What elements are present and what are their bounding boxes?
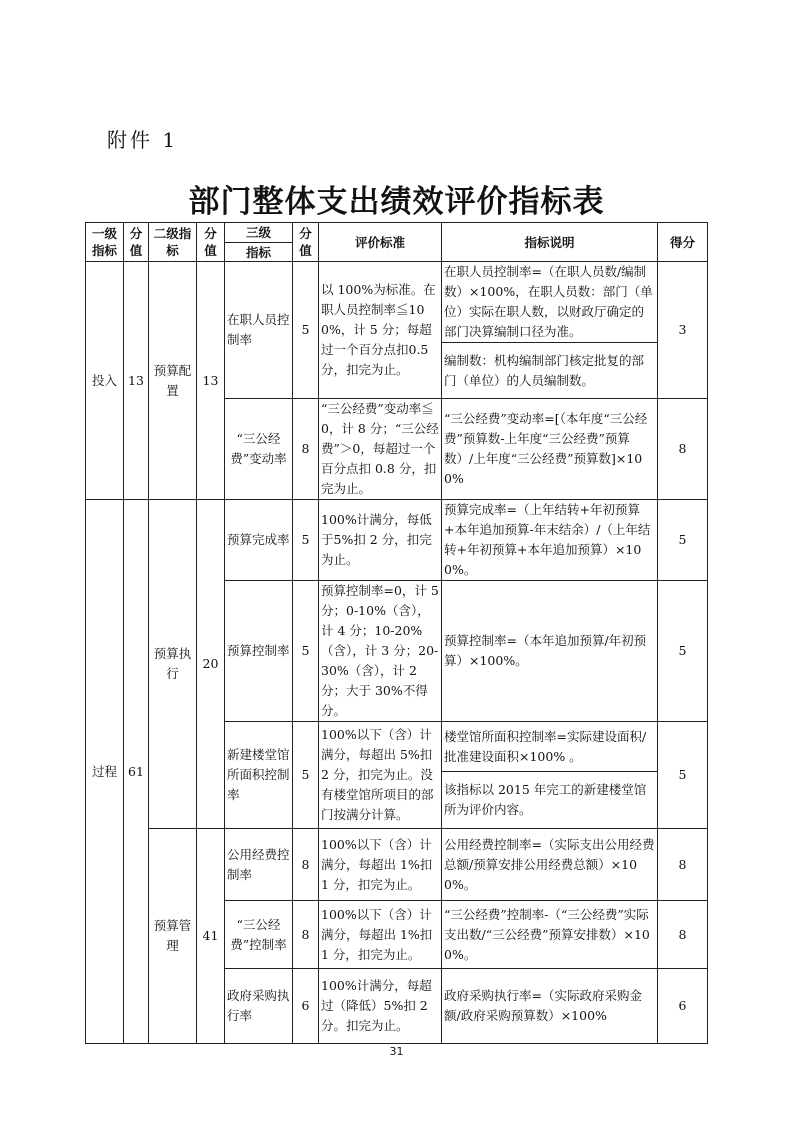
- indicator-staff-control: 在职人员控制率: [225, 262, 293, 399]
- points-three-public-change: 8: [658, 399, 708, 500]
- attachment-label: 附件 1: [107, 128, 179, 152]
- header-level2: 二级指标: [149, 223, 197, 262]
- description-budget-completion: 预算完成率=（上年结转+年初预算+本年追加预算-年末结余）/（上年结转+年初预算+本年追加预算）×100%。: [442, 500, 658, 581]
- subgroup-allocation-score: 13: [197, 262, 225, 500]
- header-score1: 分值: [124, 223, 149, 262]
- header-criteria: 评价标准: [319, 223, 442, 262]
- header-level3-top: 三级: [225, 223, 293, 243]
- score-building-area: 5: [293, 722, 319, 829]
- score-staff-control: 5: [293, 262, 319, 399]
- indicator-budget-completion: 预算完成率: [225, 500, 293, 581]
- header-level3-bottom: 指标: [225, 243, 293, 262]
- score-three-public-control: 8: [293, 901, 319, 969]
- score-budget-completion: 5: [293, 500, 319, 581]
- header-description: 指标说明: [442, 223, 658, 262]
- criteria-building-area: 100%以下（含）计满分，每超出 5%扣 2 分，扣完为止。没有楼堂馆所项目的部门按满分计算。: [319, 722, 442, 829]
- description-building-area-2: 该指标以 2015 年完工的新建楼堂馆所为评价内容。: [442, 772, 658, 829]
- points-three-public-control: 8: [658, 901, 708, 969]
- description-procurement: 政府采购执行率=（实际政府采购金额/政府采购预算数）×100%: [442, 969, 658, 1044]
- points-budget-completion: 5: [658, 500, 708, 581]
- description-three-public-change: “三公经费”变动率=[（本年度“三公经费”预算数-上年度“三公经费”预算数）/上年度“三公经费”预算数]×100%: [442, 399, 658, 500]
- page-number: 31: [389, 1045, 404, 1058]
- points-building-area: 5: [658, 722, 708, 829]
- criteria-public-funds: 100%以下（含）计满分，每超出 1%扣 1 分，扣完为止。: [319, 829, 442, 901]
- points-procurement: 6: [658, 969, 708, 1044]
- indicator-public-funds: 公用经费控制率: [225, 829, 293, 901]
- points-public-funds: 8: [658, 829, 708, 901]
- points-budget-control: 5: [658, 581, 708, 722]
- indicator-three-public-change: “三公经费”变动率: [225, 399, 293, 500]
- description-budget-control: 预算控制率=（本年追加预算/年初预算）×100%。: [442, 581, 658, 722]
- subgroup-execution-name: 预算执行: [149, 500, 197, 829]
- header-score3: 分值: [293, 223, 319, 262]
- criteria-staff-control: 以 100%为标准。在职人员控制率≦100%，计 5 分；每超过一个百分点扣0.5分，扣完为止。: [319, 262, 442, 399]
- description-three-public-control: “三公经费”控制率-（“三公经费”实际支出数/“三公经费”预算安排数）×100%。: [442, 901, 658, 969]
- header-score2: 分值: [197, 223, 225, 262]
- criteria-three-public-change: “三公经费”变动率≦0，计 8 分；“三公经费”＞0，每超过一个百分点扣 0.8 分，扣完为止。: [319, 399, 442, 500]
- header-points: 得分: [658, 223, 708, 262]
- subgroup-allocation-name: 预算配置: [149, 262, 197, 500]
- score-budget-control: 5: [293, 581, 319, 722]
- description-staff-control-1: 在职人员控制率=（在职人员数/编制数）×100%，在职人员数：部门（单位）实际在职人数，以财政厅确定的部门决算编制口径为准。: [442, 262, 658, 343]
- header-level1: 一级指标: [86, 223, 124, 262]
- indicator-table: [85, 222, 708, 1044]
- criteria-budget-completion: 100%计满分，每低于5%扣 2 分，扣完为止。: [319, 500, 442, 581]
- description-building-area-1: 楼堂馆所面积控制率=实际建设面积/批准建设面积×100% 。: [442, 722, 658, 772]
- group-process-score: 61: [124, 500, 149, 1044]
- subgroup-execution-score: 20: [197, 500, 225, 829]
- group-input-name: 投入: [86, 262, 124, 500]
- description-staff-control-2: 编制数：机构编制部门核定批复的部门（单位）的人员编制数。: [442, 343, 658, 399]
- page-title: 部门整体支出绩效评价指标表: [188, 184, 605, 220]
- indicator-procurement: 政府采购执行率: [225, 969, 293, 1044]
- score-three-public-change: 8: [293, 399, 319, 500]
- group-input-score: 13: [124, 262, 149, 500]
- score-procurement: 6: [293, 969, 319, 1044]
- points-staff-control: 3: [658, 262, 708, 399]
- subgroup-management-score: 41: [197, 829, 225, 1044]
- indicator-three-public-control: “三公经费”控制率: [225, 901, 293, 969]
- indicator-building-area: 新建楼堂馆所面积控制率: [225, 722, 293, 829]
- description-public-funds: 公用经费控制率=（实际支出公用经费总额/预算安排公用经费总额）×100%。: [442, 829, 658, 901]
- subgroup-management-name: 预算管理: [149, 829, 197, 1044]
- score-public-funds: 8: [293, 829, 319, 901]
- criteria-three-public-control: 100%以下（含）计满分，每超出 1%扣 1 分，扣完为止。: [319, 901, 442, 969]
- criteria-procurement: 100%计满分，每超过（降低）5%扣 2 分。扣完为止。: [319, 969, 442, 1044]
- indicator-budget-control: 预算控制率: [225, 581, 293, 722]
- criteria-budget-control: 预算控制率=0，计 5 分；0-10%（含），计 4 分；10-20%（含），计 3 分；20-30%（含），计 2 分；大于 30%不得分。: [319, 581, 442, 722]
- group-process-name: 过程: [86, 500, 124, 1044]
